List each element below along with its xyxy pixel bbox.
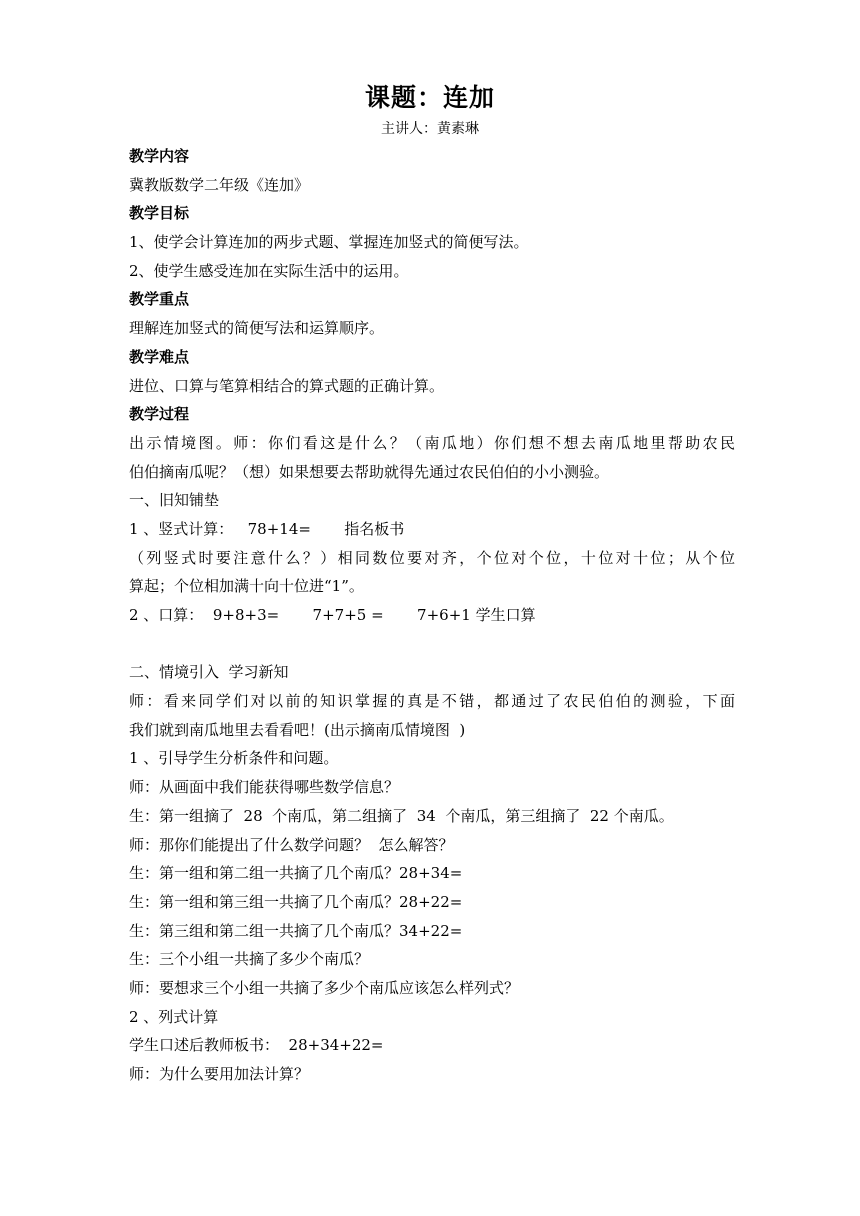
goal-item-2: 2、使学生感受连加在实际生活中的运用。: [129, 261, 409, 280]
teacher-line-4: 师：要想求三个小组一共摘了多少个南瓜应该怎么样列式？: [129, 978, 520, 997]
content-text: 冀教版数学二年级《连加》: [129, 175, 310, 194]
part1-title: 一、旧知铺垫: [129, 491, 220, 510]
section-heading-goal: 教学目标: [129, 204, 190, 223]
goal-item-1: 1、使学会计算连加的两步式题、掌握连加竖式的简便写法。: [129, 233, 529, 252]
section-heading-process: 教学过程: [129, 405, 190, 424]
speaker-line: 主讲人：黄素琳: [381, 121, 479, 137]
teacher-line-2: 师：从画面中我们能获得哪些数学信息？: [129, 778, 400, 797]
teacher-line-5: 师：为什么要用加法计算？: [129, 1065, 310, 1083]
section-heading-difficulty: 教学难点: [129, 347, 190, 366]
process-intro-line-2: 伯伯摘南瓜呢？（想）如果想要去帮助就得先通过农民伯伯的小小测验。: [129, 462, 610, 481]
review-item-1-note-line-2: 算起；个位相加满十向十位进“1”。: [129, 577, 364, 596]
teacher-line-1b: 我们就到南瓜地里去看看吧！(出示摘南瓜情境图 ): [129, 720, 466, 739]
blank-line: [129, 630, 735, 659]
student-line-3: 生：第一组和第三组一共摘了几个南瓜？28+22=: [129, 892, 463, 911]
process-intro-line-1: 出示情境图。师：你们看这是什么？（南瓜地）你们想不想去南瓜地里帮助农民: [129, 433, 735, 452]
student-line-4: 生：第三组和第二组一共摘了几个南瓜？34+22=: [129, 921, 463, 940]
step-2: 2 、列式计算: [129, 1007, 219, 1026]
key-text: 理解连加竖式的简便写法和运算顺序。: [129, 319, 385, 338]
section-heading-content: 教学内容: [129, 147, 190, 165]
review-item-2: 2 、口算： 9+8+3= 7+7+5 = 7+6+1 学生口算: [129, 606, 536, 624]
document-body: [129, 142, 735, 1089]
lesson-title: 课题：连加: [364, 83, 495, 112]
student-line-5: 生：三个小组一共摘了多少个南瓜？: [129, 950, 370, 969]
step-1: 1 、引导学生分析条件和问题。: [129, 749, 339, 768]
section-heading-key: 教学重点: [129, 290, 190, 309]
student-line-2: 生：第一组和第二组一共摘了几个南瓜？28+34=: [129, 864, 463, 883]
teacher-line-3: 师：那你们能提出了什么数学问题？ 怎么解答？: [129, 835, 454, 854]
review-item-1: 1 、竖式计算： 78+14= 指名板书: [129, 519, 405, 538]
review-item-1-note-line-1: （列竖式时要注意什么？）相同数位要对齐，个位对个位，十位对十位；从个位: [129, 548, 735, 567]
difficulty-text: 进位、口算与笔算相结合的算式题的正确计算。: [129, 376, 445, 395]
part2-title: 二、情境引入 学习新知: [129, 663, 289, 682]
board-writing: 学生口述后教师板书： 28+34+22=: [129, 1036, 384, 1055]
teacher-line-1a: 师：看来同学们对以前的知识掌握的真是不错，都通过了农民伯伯的测验，下面: [129, 692, 735, 711]
student-line-1: 生：第一组摘了 28 个南瓜，第二组摘了 34 个南瓜，第三组摘了 22 个南瓜。: [129, 806, 674, 825]
